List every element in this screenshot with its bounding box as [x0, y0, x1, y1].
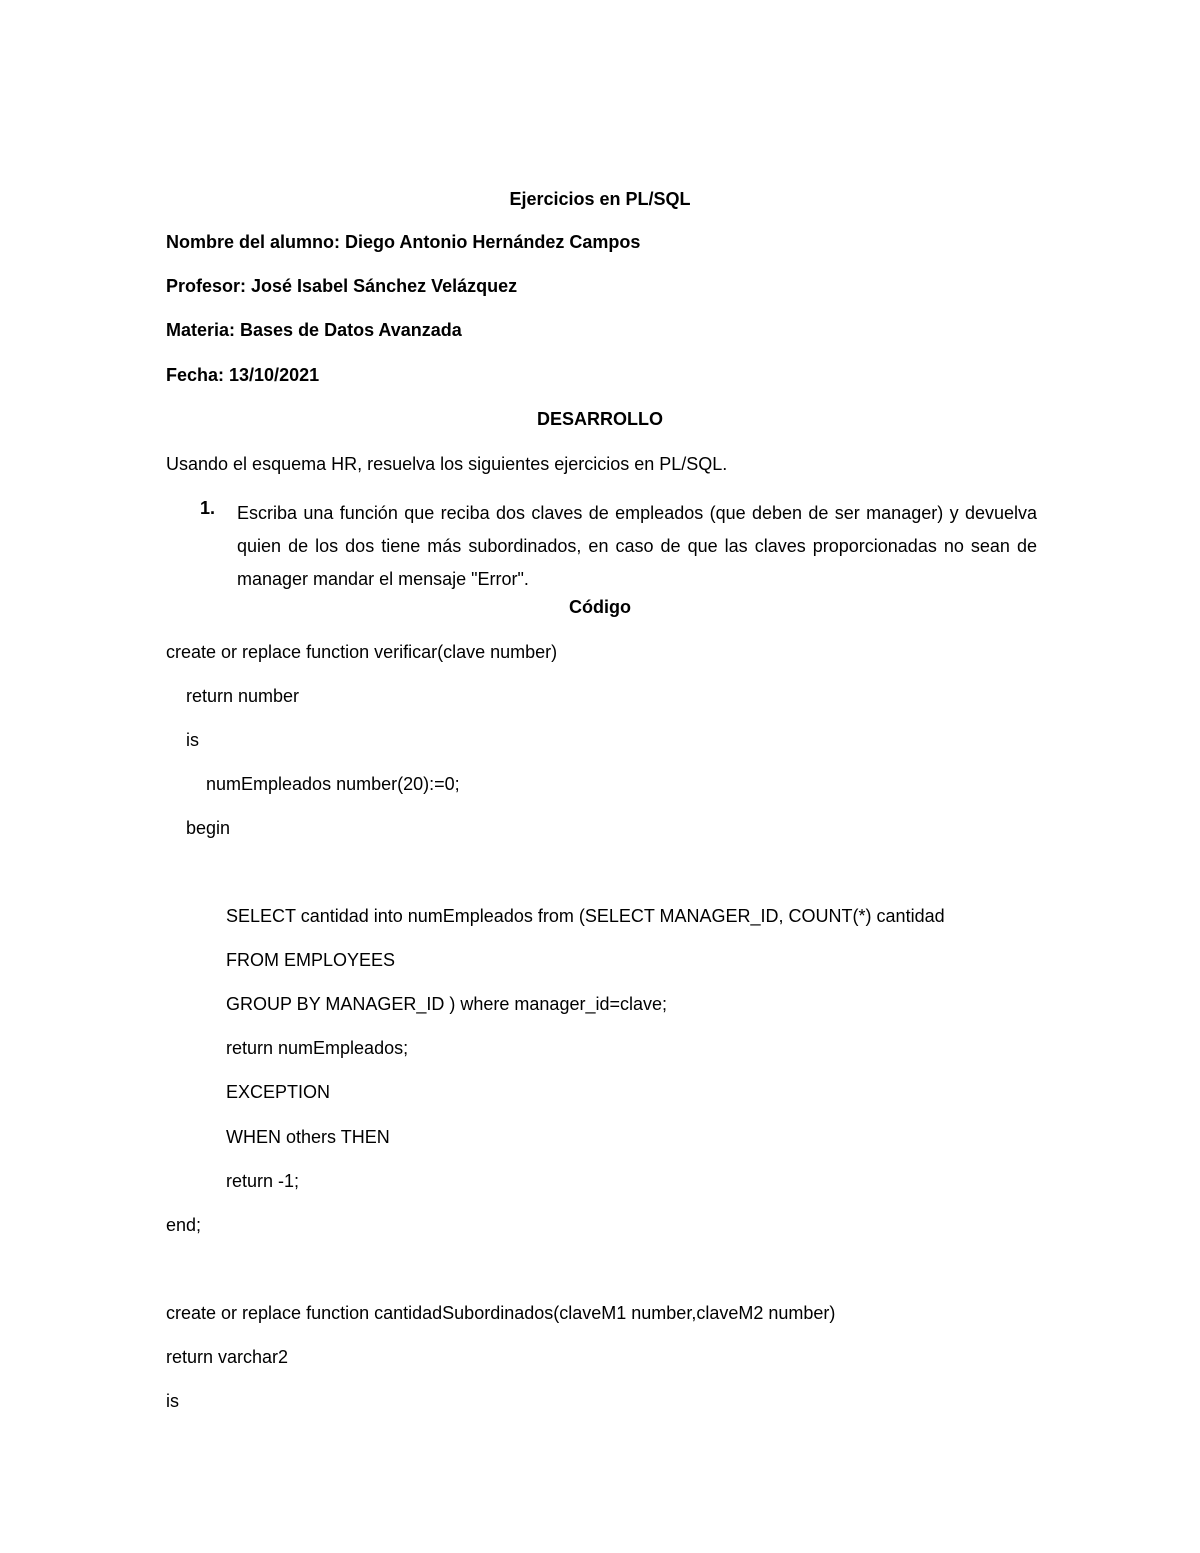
- code-line: is: [166, 1391, 179, 1411]
- code-line: return varchar2: [166, 1347, 289, 1367]
- exercise-number: 1.: [200, 498, 216, 518]
- code-heading: Código: [569, 597, 631, 617]
- code-line: begin: [186, 818, 231, 838]
- code-line: GROUP BY MANAGER_ID ) where manager_id=clave;: [226, 994, 668, 1014]
- code-line: return numEmpleados;: [226, 1038, 409, 1058]
- section-title: DESARROLLO: [537, 409, 663, 429]
- date: Fecha: 13/10/2021: [166, 365, 320, 385]
- intro-text: Usando el esquema HR, resuelva los siguientes ejercicios en PL/SQL.: [166, 454, 728, 474]
- code-line: create or replace function verificar(clave number): [166, 642, 558, 662]
- subject-name: Materia: Bases de Datos Avanzada: [166, 320, 462, 340]
- student-name: Nombre del alumno: Diego Antonio Hernández Campos: [166, 232, 641, 252]
- code-line: end;: [166, 1215, 202, 1235]
- exercise-text: Escriba una función que reciba dos claves de empleados (que deben de ser manager) y devuelva quien de los dos tiene más subordinados, en caso de que las claves proporcionadas no sean de manager mandar el mensaje "Error".: [237, 503, 1037, 589]
- code-line: create or replace function cantidadSubordinados(claveM1 number,claveM2 number): [166, 1303, 836, 1323]
- code-line: FROM EMPLOYEES: [226, 950, 396, 970]
- code-line: EXCEPTION: [226, 1082, 331, 1102]
- code-line: is: [186, 730, 199, 750]
- code-line: numEmpleados number(20):=0;: [206, 774, 460, 794]
- document-title: Ejercicios en PL/SQL: [509, 189, 691, 209]
- code-line: WHEN others THEN: [226, 1127, 390, 1147]
- code-line: return number: [186, 686, 300, 706]
- teacher-name: Profesor: José Isabel Sánchez Velázquez: [166, 276, 518, 296]
- code-line: SELECT cantidad into numEmpleados from (SELECT MANAGER_ID, COUNT(*) cantidad: [226, 906, 945, 926]
- code-line: return -1;: [226, 1171, 300, 1191]
